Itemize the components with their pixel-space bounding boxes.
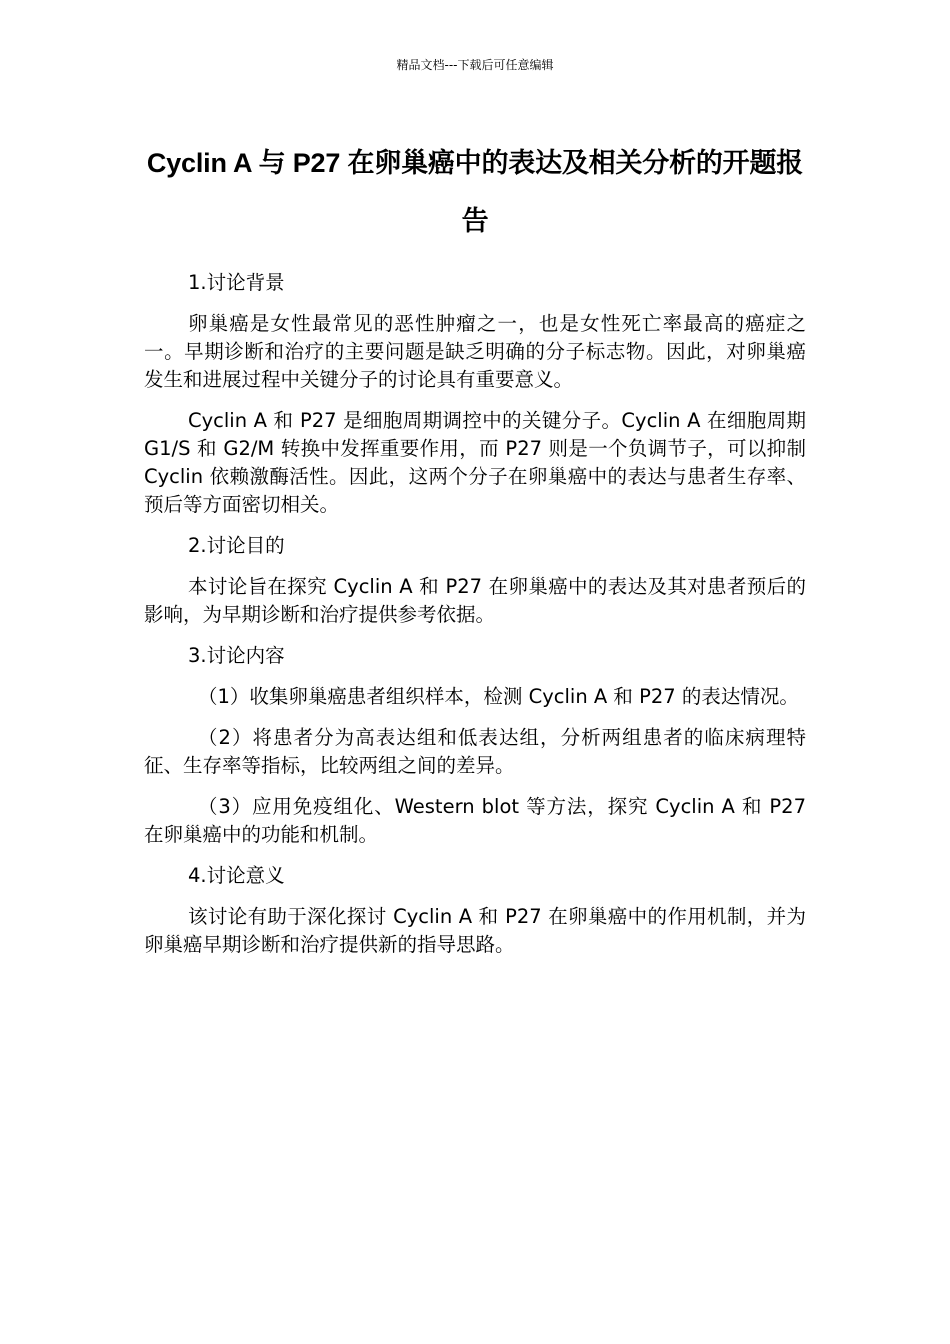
page-header: 精品文档---下载后可任意编辑 — [396, 58, 554, 72]
section-heading-purpose: 2.讨论目的 — [188, 534, 285, 557]
document-body — [144, 269, 806, 972]
purpose-paragraph: 本讨论旨在探究 Cyclin A 和 P27 在卵巢癌中的表达及其对患者预后的影响，为早期诊断和治疗提供参考依据。 — [144, 575, 806, 626]
content-item-3: （3）应用免疫组化、Western blot 等方法，探究 Cyclin A 和 P27 在卵巢癌中的功能和机制。 — [144, 795, 806, 846]
content-item-1: （1）收集卵巢癌患者组织样本，检测 Cyclin A 和 P27 的表达情况。 — [198, 685, 799, 708]
section-heading-background: 1.讨论背景 — [188, 271, 285, 294]
document-title: Cyclin A 与 P27 在卵巢癌中的表达及相关分析的开题报告 — [146, 148, 804, 236]
significance-paragraph: 该讨论有助于深化探讨 Cyclin A 和 P27 在卵巢癌中的作用机制，并为卵巢癌早期诊断和治疗提供新的指导思路。 — [144, 905, 806, 956]
section-heading-content: 3.讨论内容 — [188, 644, 285, 667]
background-paragraph-2: Cyclin A 和 P27 是细胞周期调控中的关键分子。Cyclin A 在细胞周期 G1/S 和 G2/M 转换中发挥重要作用，而 P27 则是一个负调节子，可以抑制 Cyclin 依赖激酶活性。因此，这两个分子在卵巢癌中的表达与患者生存率、预后等方面密切相关。 — [144, 409, 806, 516]
content-item-2: （2）将患者分为高表达组和低表达组，分析两组患者的临床病理特征、生存率等指标，比较两组之间的差异。 — [144, 726, 806, 777]
background-paragraph-1: 卵巢癌是女性最常见的恶性肿瘤之一，也是女性死亡率最高的癌症之一。早期诊断和治疗的主要问题是缺乏明确的分子标志物。因此，对卵巢癌发生和进展过程中关键分子的讨论具有重要意义。 — [144, 312, 806, 391]
section-heading-significance: 4.讨论意义 — [188, 864, 285, 887]
